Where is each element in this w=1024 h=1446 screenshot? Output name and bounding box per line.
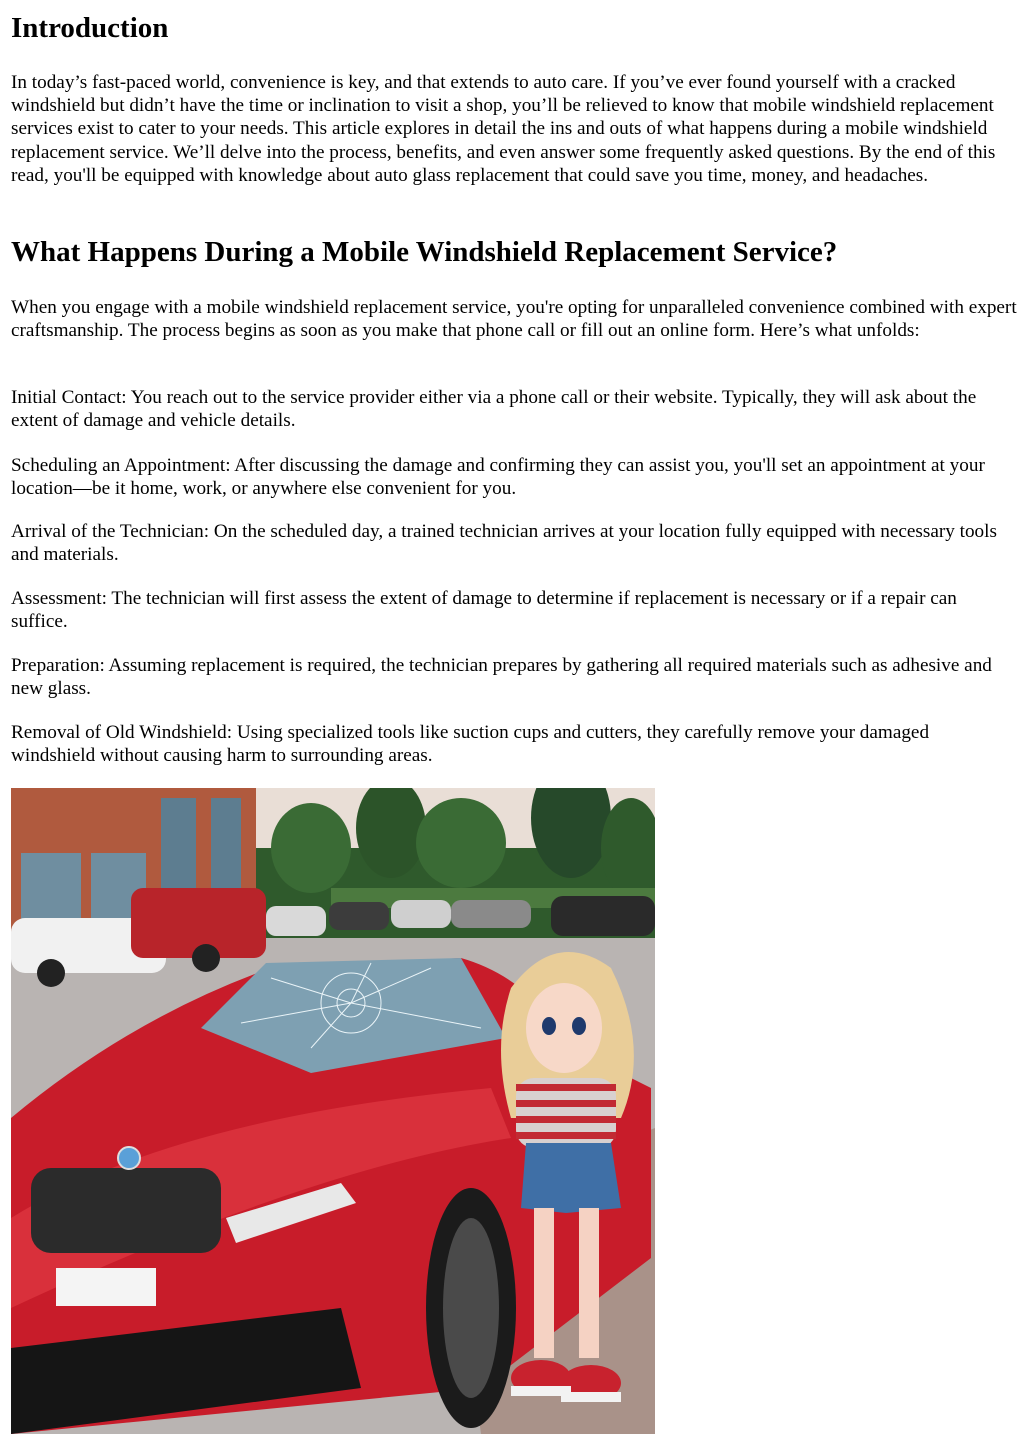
license-plate [56, 1268, 156, 1306]
step-assessment: Assessment: The technician will first assess the extent of damage to determine if replacement is necessary or if a repair can suffice. [11, 588, 957, 633]
process-heading: What Happens During a Mobile Windshield Replacement Service? [11, 236, 838, 268]
step-arrival: Arrival of the Technician: On the scheduled day, a trained technician arrives at your location fully equipped with necessary tools and materials. [11, 521, 997, 566]
illustration-scene [11, 788, 655, 1434]
car-badge [118, 1147, 140, 1169]
step-scheduling: Scheduling an Appointment: After discussing the damage and confirming they can assist you, you'll set an appointment at your location—be it home, work, or anywhere else convenient for you. [11, 455, 985, 500]
step-initial-contact: Initial Contact: You reach out to the service provider either via a phone call or their website. Typically, they will ask about the extent of damage and vehicle details. [11, 387, 977, 432]
process-paragraph: When you engage with a mobile windshield replacement service, you're opting for unparalleled convenience combined with expert craftsmanship. The process begins as soon as you make that phone call or fill out an online form. Here’s what unfolds: [11, 297, 1017, 342]
step-removal: Removal of Old Windshield: Using specialized tools like suction cups and cutters, they carefully remove your damaged windshield without causing harm to surrounding areas. [11, 722, 930, 767]
intro-heading: Introduction [11, 12, 169, 44]
cracked-windshield-illustration [11, 788, 655, 1434]
intro-paragraph: In today’s fast-paced world, convenience is key, and that extends to auto care. If you’ve ever found yourself with a cracked windshield but didn’t have the time or inclination to visit a shop, you’ll be relieved to know that mobile windshield replacement services exist to cater to your needs. This article explores in detail the ins and outs of what happens during a mobile windshield replacement service. We’ll delve into the process, benefits, and even answer some frequently asked questions. By the end of this read, you'll be equipped with knowledge about auto glass replacement that could save you time, money, and headaches. [11, 72, 996, 186]
front-grille [31, 1168, 221, 1253]
step-preparation: Preparation: Assuming replacement is required, the technician prepares by gathering all required materials such as adhesive and new glass. [11, 655, 992, 700]
